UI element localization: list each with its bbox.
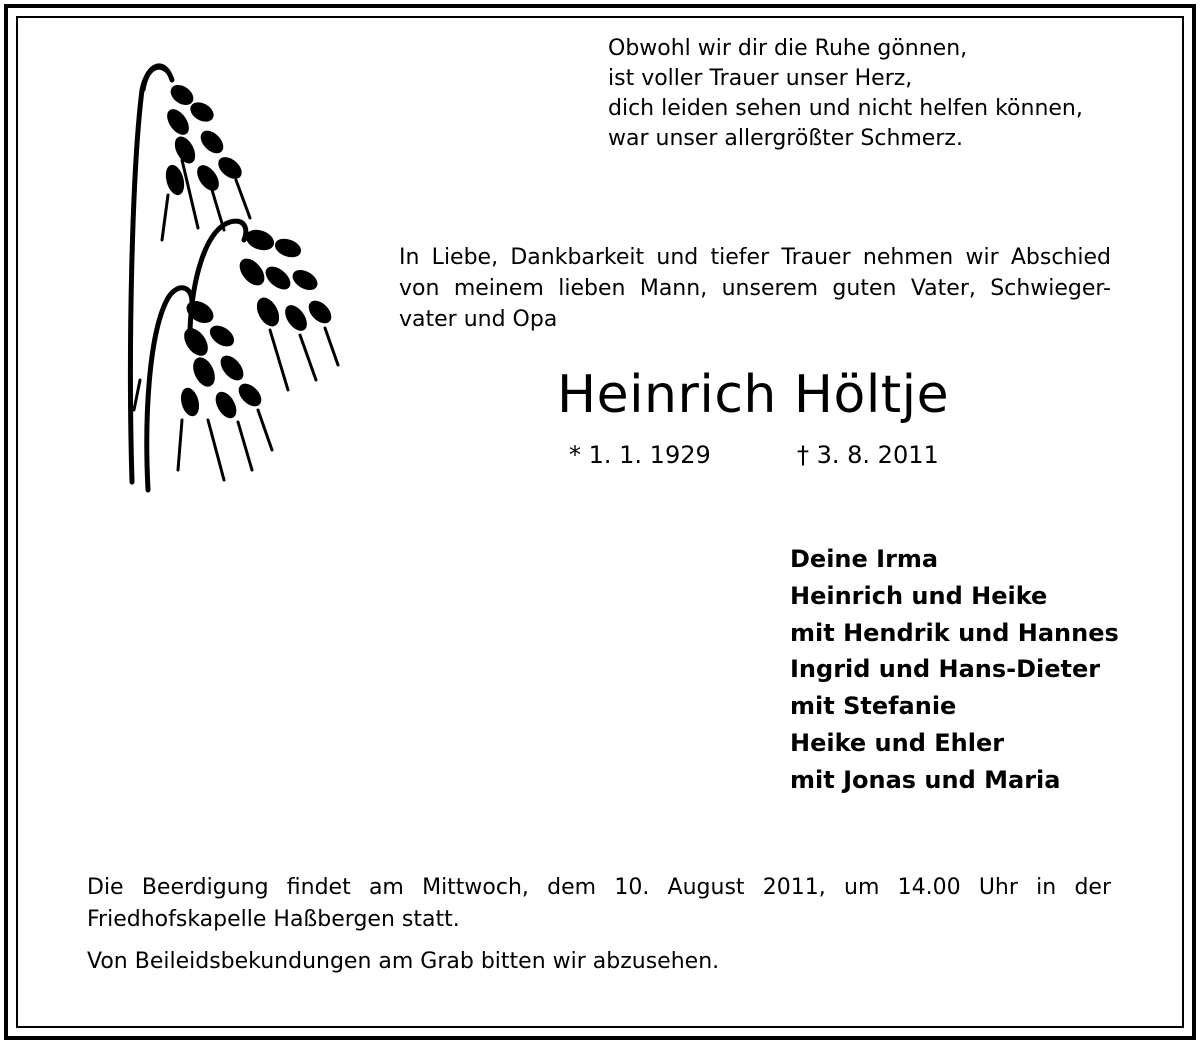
birth-date: * 1. 1. 1929	[569, 441, 711, 469]
wheat-ears-icon	[120, 50, 360, 500]
family-line: Deine Irma	[790, 545, 939, 573]
deceased-name: Heinrich Höltje	[557, 365, 950, 425]
poem-line: dich leiden sehen und nicht helfen können,	[608, 96, 1083, 121]
poem-line: war unser allergrößter Schmerz.	[608, 126, 963, 151]
family-line: mit Jonas und Maria	[790, 765, 1061, 794]
funeral-line: Die Beerdigung findet am Mittwoch, dem 10. August 2011, um 14.00 Uhr in der	[87, 875, 1111, 900]
funeral-line: Friedhofskapelle Haßbergen statt.	[87, 907, 460, 932]
family-signature	[790, 541, 1119, 799]
poem	[608, 34, 1083, 154]
farewell-line: vater und Opa	[399, 307, 558, 332]
family-line: mit Hendrik und Hannes	[790, 618, 1119, 647]
poem-line: ist voller Trauer unser Herz,	[608, 66, 913, 91]
family-line: Heinrich und Heike	[790, 581, 1048, 610]
family-line: Ingrid und Hans-Dieter	[790, 655, 1101, 684]
farewell-line: In Liebe, Dankbarkeit und tiefer Trauer nehmen wir Abschied	[399, 245, 1111, 270]
condolences-note: Von Beileidsbekundungen am Grab bitten wir abzusehen.	[87, 949, 720, 974]
family-line: mit Stefanie	[790, 692, 957, 721]
poem-line: Obwohl wir dir die Ruhe gönnen,	[608, 36, 968, 61]
funeral-notice	[87, 872, 1111, 936]
farewell-text	[399, 242, 1111, 335]
death-date: † 3. 8. 2011	[797, 441, 939, 469]
family-line: Heike und Ehler	[790, 728, 1005, 757]
farewell-line: von meinem lieben Mann, unserem guten Vater, Schwieger-	[399, 276, 1111, 301]
